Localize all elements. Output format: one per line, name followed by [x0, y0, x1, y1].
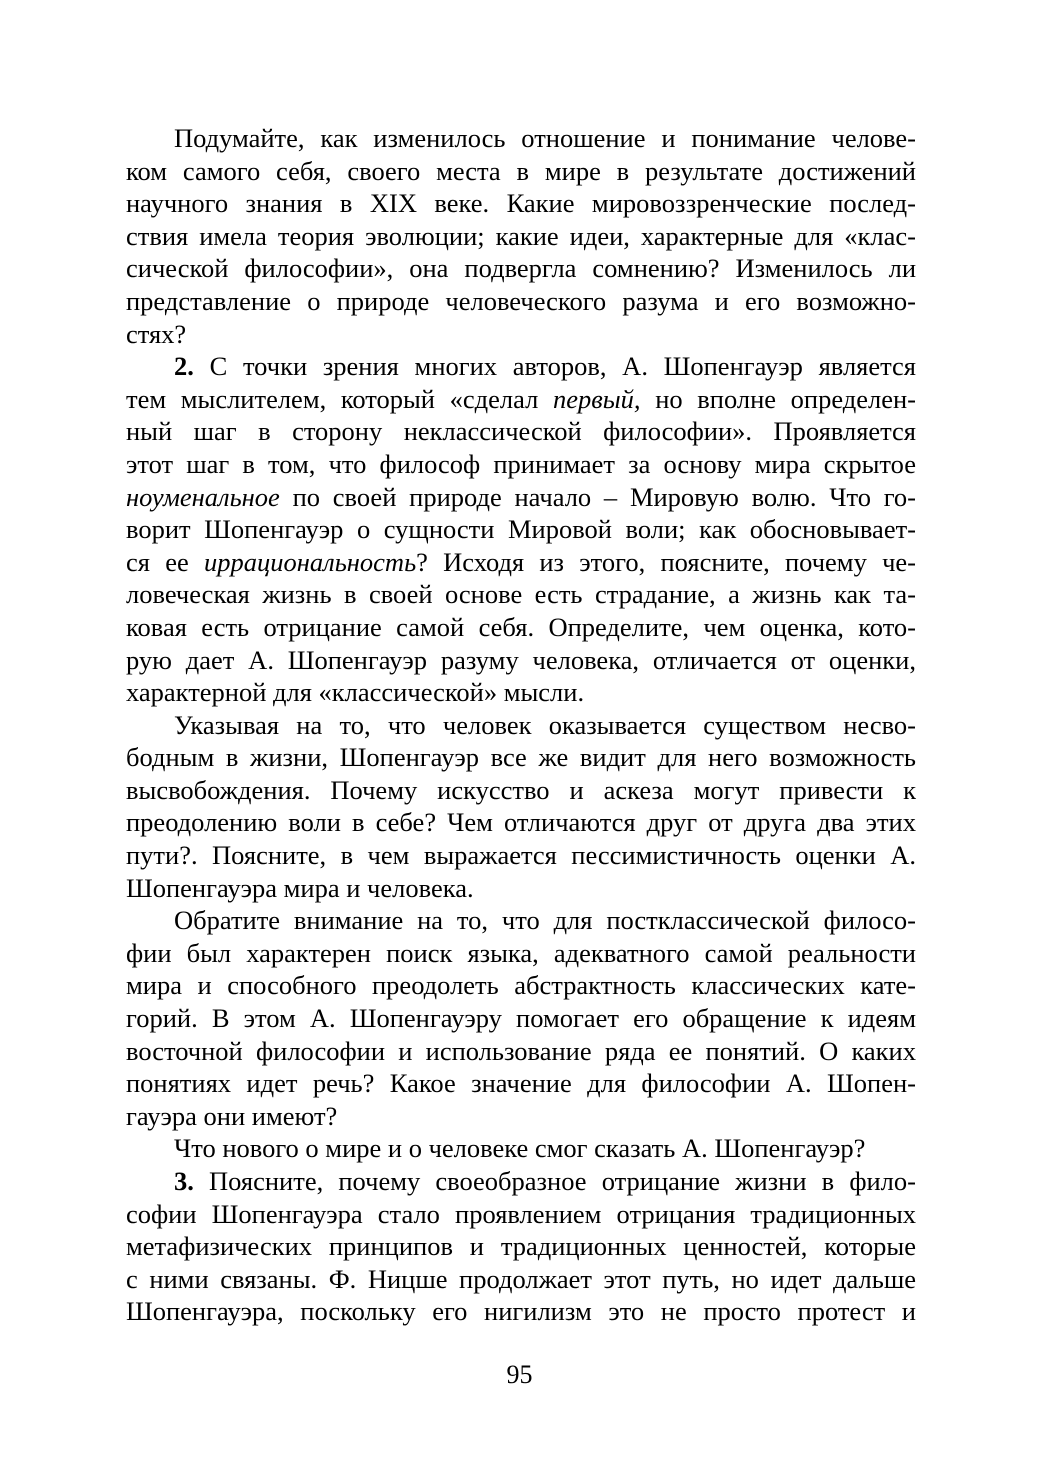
paragraph-3: [126, 709, 916, 905]
text-line: Подумайте, как изменилось отношение и понимание челове-: [174, 123, 916, 153]
text-line: Обратите внимание на то, что для постклассической филосо-: [174, 905, 916, 936]
text-line: восточной философии и использование ряда ее понятий. О каких: [126, 1035, 916, 1066]
text-line: 2. С точки зрения многих авторов, А. Шопенгауэр является: [174, 351, 916, 382]
text-line: ворит Шопенгауэр о сущности Мировой воли; как обосновывает-: [126, 514, 916, 545]
page-number: 95: [506, 1360, 533, 1389]
text-line: ковая есть отрицание самой себя. Определите, чем оценка, кото-: [126, 611, 916, 642]
text-line: ком самого себя, своего места в мире в результате достижений: [126, 155, 916, 186]
text-line: стях?: [126, 318, 187, 349]
question-number: 2.: [174, 351, 194, 382]
text-line: ловеческая жизнь в своей основе есть страдание, а жизнь как та-: [126, 579, 916, 610]
text-line: Указывая на то, что человек оказывается существом несво-: [174, 709, 916, 740]
emphasis: ноуменальное: [126, 481, 280, 512]
emphasis: иррациональность: [204, 546, 417, 577]
text-line: с ними связаны. Ф. Ницше продолжает этот путь, но идет дальше: [126, 1263, 916, 1294]
text-line: рую дает А. Шопенгауэр разуму человека, отличается от оценки,: [126, 644, 916, 675]
text-line: Шопенгауэра, поскольку его нигилизм это не просто протест и: [126, 1296, 916, 1327]
text-line: пути?. Поясните, в чем выражается пессимистичность оценки А.: [126, 840, 916, 871]
text-line: ствия имела теория эволюции; какие идеи, характерные для «клас-: [126, 220, 916, 251]
text-line: Что нового о мире и о человеке смог сказать А. Шопенгауэр?: [174, 1133, 866, 1164]
text-line: тем мыслителем, который «сделал первый, но вполне определен-: [126, 383, 916, 414]
text-line: ный шаг в сторону неклассической философии». Проявляется: [126, 416, 916, 447]
text-line: ся ее иррациональность? Исходя из этого, поясните, почему че-: [126, 546, 917, 577]
text-line: мира и способного преодолеть абстрактность классических кате-: [126, 970, 916, 1001]
text-line: этот шаг в том, что философ принимает за основу мира скрытое: [126, 448, 916, 479]
text-line: фии был характерен поиск языка, адекватного самой реальности: [126, 937, 916, 968]
text-line: научного знания в XIX веке. Какие мировоззренческие послед-: [126, 188, 916, 219]
page-text: [126, 122, 916, 1328]
text-line: гауэра они имеют?: [126, 1100, 338, 1131]
text-line: высвобождения. Почему искусство и аскеза могут привести к: [126, 774, 916, 805]
question-number: 3.: [174, 1166, 194, 1196]
text-line: представление о природе человеческого разума и его возможно-: [126, 285, 916, 316]
text-line: Шопенгауэра мира и человека.: [126, 872, 474, 903]
emphasis: первый,: [552, 383, 641, 414]
text-line: преодолению воли в себе? Чем отличаются друг от друга два этих: [126, 807, 916, 838]
text-line: сической философии», она подвергла сомнению? Изменилось ли: [126, 253, 916, 284]
text-line: софии Шопенгауэра стало проявлением отрицания традиционных: [126, 1198, 916, 1229]
text-line: бодным в жизни, Шопенгауэр все же видит для него возможность: [126, 742, 916, 773]
text-line: понятиях идет речь? Какое значение для философии А. Шопен-: [126, 1068, 916, 1099]
paragraph-2: [126, 350, 916, 709]
text-line: 3. Поясните, почему своеобразное отрицание жизни в фило-: [174, 1166, 916, 1196]
paragraph-1: [126, 122, 916, 350]
paragraph-6: [126, 1165, 916, 1328]
text-line: метафизических принципов и традиционных ценностей, которые: [126, 1231, 916, 1262]
paragraph-5: [126, 1132, 916, 1165]
paragraph-4: [126, 904, 916, 1132]
text-line: ноуменальное по своей природе начало – Мировую волю. Что го-: [126, 481, 916, 512]
text-line: характерной для «классической» мысли.: [126, 677, 585, 708]
text-line: горий. В этом А. Шопенгауэру помогает его обращение к идеям: [126, 1003, 916, 1034]
